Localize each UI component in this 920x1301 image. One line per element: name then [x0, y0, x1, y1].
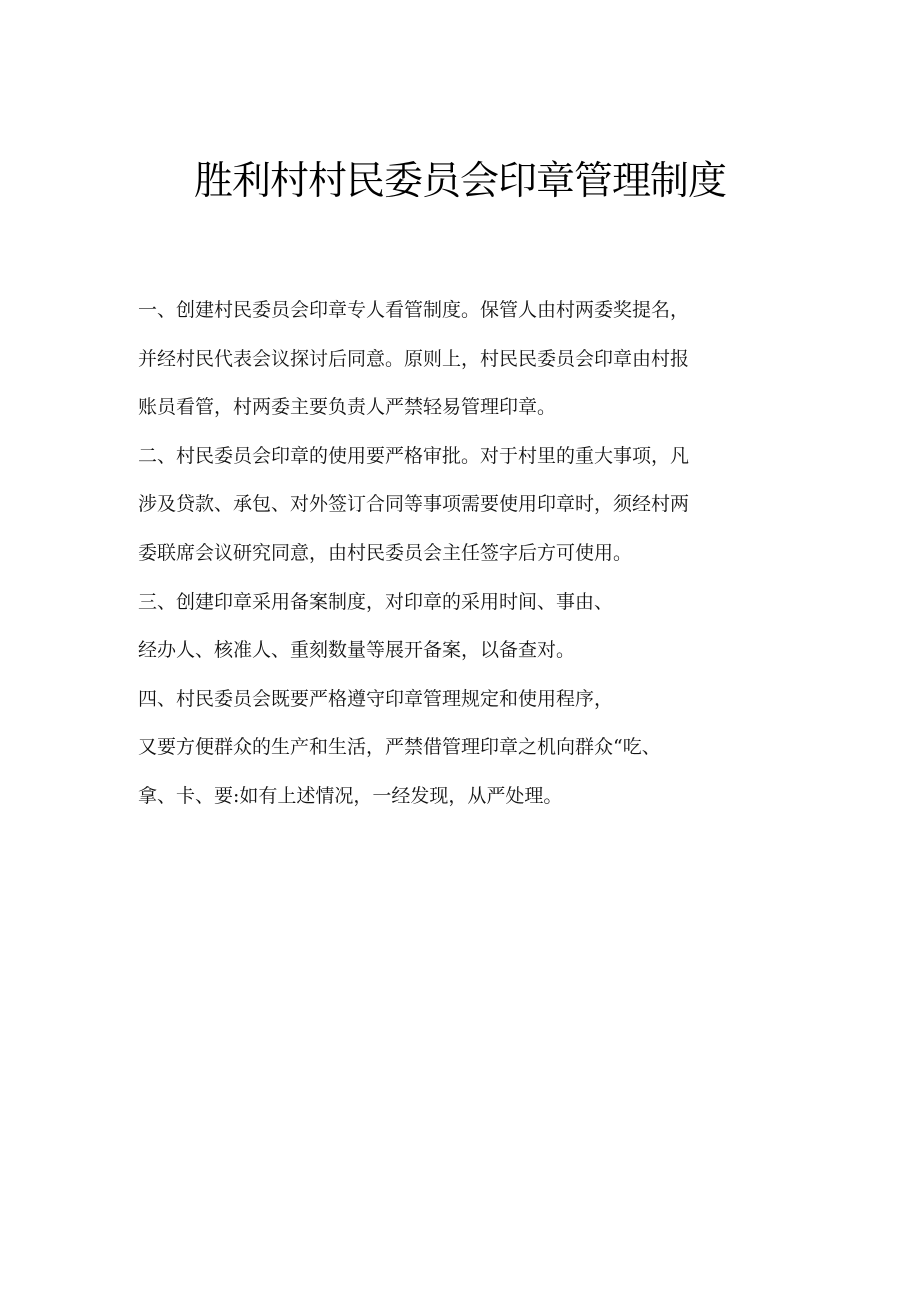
body-line-1: 一、创建村民委员会印章专人看管制度。保管人由村两委奖提名，	[138, 299, 690, 321]
body-line-9: 四、村民委员会既要严格遵守印章管理规定和使用程序，	[138, 687, 614, 710]
body-line-10: 又要方便群众的生产和生活，严禁借管理印章之机向群众“吃、	[138, 736, 661, 759]
document-title: 胜利村村民委员会印章管理制度	[193, 159, 726, 204]
body-line-4: 二、村民委员会印章的使用要严格审批。对于村里的重大事项，凡	[138, 444, 690, 467]
body-line-6: 委联席会议研究同意，由村民委员会主任签字后方可使用。	[138, 541, 633, 564]
document-body	[138, 286, 778, 821]
body-line-8: 经办人、核准人、重刻数量等展开备案，以备查对。	[138, 639, 576, 662]
body-line-11: 拿、卡、要:如有上述情况，一经发现，从严处理。	[138, 784, 563, 807]
body-line-5: 涉及贷款、承包、对外签订合同等事项需要使用印章时，须经村两	[138, 493, 690, 516]
body-line-2: 并经村民代表会议探讨后同意。原则上，村民民委员会印章由村报	[138, 347, 690, 370]
body-line-3: 账员看管，村两委主要负责人严禁轻易管理印章。	[138, 396, 557, 419]
body-line-7: 三、创建印章采用备案制度，对印章的采用时间、事由、	[138, 590, 614, 613]
